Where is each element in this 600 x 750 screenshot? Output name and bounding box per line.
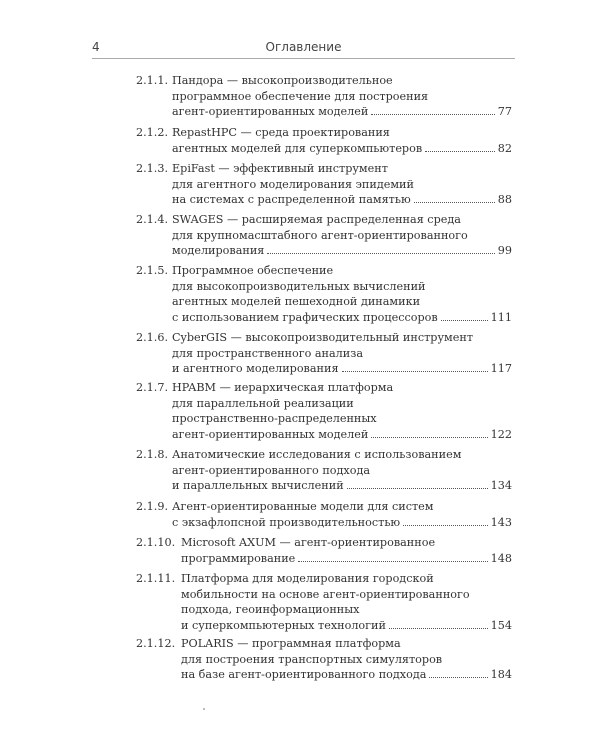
toc-entry-line-text: и суперкомпьютерных технологий: [181, 618, 386, 632]
toc-entry-page: 143: [490, 515, 512, 529]
toc-entry-line-text: агентных моделей для суперкомпьютеров: [172, 141, 423, 155]
toc-entry-page: 82: [497, 141, 512, 155]
toc-entry-line: SWAGES — расширяемая распределенная среда: [172, 213, 461, 226]
toc-entry-page: 99: [497, 244, 512, 258]
toc-entry-line-text: моделирования: [172, 244, 265, 258]
toc-entry-line: для параллельной реализации: [172, 396, 354, 410]
toc-entry-line: [172, 478, 512, 494]
toc-entry-line: программное обеспечение для построения: [172, 89, 429, 103]
toc-entry-line-text: и параллельных вычислений: [172, 479, 344, 493]
running-header: [92, 38, 515, 59]
toc-entry-page: 148: [490, 551, 512, 565]
toc-entry-line: [172, 361, 512, 377]
toc-entry-page: 88: [497, 193, 512, 207]
dot-leader: [429, 677, 487, 678]
toc-entry[interactable]: [136, 73, 512, 120]
dot-leader: [371, 114, 494, 115]
toc-entry-line: Программное обеспечение: [172, 264, 334, 277]
toc-entry-line: Анатомические исследования с использованием: [172, 448, 462, 461]
toc-entry[interactable]: [136, 161, 512, 208]
toc-entry-line-text: и агентного моделирования: [172, 362, 339, 376]
toc-entry[interactable]: [136, 636, 512, 683]
toc-entry-page: 111: [490, 310, 512, 324]
toc-entry-line: подхода, геоинформационных: [181, 603, 360, 617]
dot-leader: [298, 561, 487, 562]
toc-entry-number: 2.1.2.: [136, 126, 169, 139]
toc-entry-line-text: на базе агент-ориентированного подхода: [181, 668, 427, 682]
dot-leader: [371, 437, 487, 438]
toc-entry-number: 2.1.8.: [136, 448, 169, 461]
page-number: 4: [92, 40, 100, 54]
toc-entry[interactable]: [136, 499, 512, 530]
toc-entry-line: Платформа для моделирования городской: [181, 572, 434, 585]
dot-leader: [414, 202, 495, 203]
toc-entry-line: мобильности на основе агент-ориентированного: [181, 587, 470, 601]
toc-entry-line-text: с использованием графических процессоров: [172, 310, 438, 324]
toc-entry[interactable]: [136, 380, 512, 442]
toc-entry-page: 154: [490, 618, 512, 632]
toc-entry-line: пространственно-распределенных: [172, 412, 377, 426]
toc-entry-line: для построения транспортных симуляторов: [181, 652, 443, 666]
dot-leader: [347, 488, 488, 489]
toc-entry-line: для крупномасштабного агент-ориентированного: [172, 228, 468, 242]
toc-entry-number: 2.1.4.: [136, 213, 169, 226]
toc-entry-line: [181, 667, 512, 683]
toc-entry-line: агент-ориентированного подхода: [172, 463, 371, 477]
toc-entry-line: Агент-ориентированные модели для систем: [172, 500, 434, 513]
toc-entry-line-text: на системах с распределенной памятью: [172, 193, 411, 207]
toc-entry-line: POLARIS — программная платформа: [181, 637, 401, 650]
toc-entry-number: 2.1.6.: [136, 331, 169, 344]
toc-entry-line: [172, 515, 512, 531]
toc-entry[interactable]: [136, 571, 512, 633]
dot-leader: [403, 525, 487, 526]
toc-entry-line: HPABM — иерархическая платформа: [172, 381, 394, 394]
toc-entry-number: 2.1.7.: [136, 381, 169, 394]
toc-entry-number: 2.1.9.: [136, 500, 169, 513]
dot-leader: [425, 151, 495, 152]
toc-entry-page: 134: [490, 479, 512, 493]
toc-entry-line: для пространственного анализа: [172, 346, 364, 360]
toc-entry[interactable]: [136, 263, 512, 325]
toc-entry-number: 2.1.1.: [136, 74, 169, 87]
toc-entry[interactable]: [136, 125, 512, 156]
toc-entry[interactable]: [136, 212, 512, 259]
toc-entry-line: CyberGIS — высокопроизводительный инструмент: [172, 331, 474, 344]
toc-entry-line: [172, 192, 512, 208]
toc-entry-line: [181, 551, 512, 567]
dot-leader: [389, 628, 488, 629]
toc-entry-line: [172, 141, 512, 157]
dot-leader: [342, 371, 488, 372]
toc-entry-number: 2.1.11.: [136, 572, 176, 585]
toc-entry-page: 117: [490, 362, 512, 376]
toc-entry-line: RepastHPC — среда проектирования: [172, 126, 390, 139]
toc-entry-line: EpiFast — эффективный инструмент: [172, 162, 388, 175]
toc-entry[interactable]: [136, 535, 512, 566]
toc-entry-line: [172, 104, 512, 120]
toc-entry-page: 77: [497, 105, 512, 119]
toc-entry-line: для высокопроизводительных вычислений: [172, 279, 426, 293]
toc-entry-line: Пандора — высокопроизводительное: [172, 74, 393, 87]
header-title: Оглавление: [265, 40, 342, 54]
toc-entry-number: 2.1.12.: [136, 637, 176, 650]
toc-entry-page: 184: [490, 668, 512, 682]
toc-entry[interactable]: [136, 447, 512, 494]
toc-entry-line: [172, 427, 512, 443]
toc-entry-number: 2.1.5.: [136, 264, 169, 277]
toc-entry-line: [172, 310, 512, 326]
toc-entry-line: [181, 618, 512, 634]
toc-entry-line: агентных моделей пешеходной динамики: [172, 295, 421, 309]
scan-speck: [203, 708, 205, 710]
toc-entry-line: Microsoft AXUM — агент-ориентированное: [181, 536, 436, 549]
dot-leader: [441, 320, 488, 321]
toc-entry-line-text: агент-ориентированных моделей: [172, 427, 369, 441]
toc-entry-line-text: программирование: [181, 551, 296, 565]
toc-entry-number: 2.1.10.: [136, 536, 176, 549]
toc-entry-page: 122: [490, 427, 512, 441]
toc-entry-line-text: с экзафлопсной производительностью: [172, 515, 401, 529]
toc-entry[interactable]: [136, 330, 512, 377]
toc-entry-number: 2.1.3.: [136, 162, 169, 175]
toc-entry-line: для агентного моделирования эпидемий: [172, 177, 414, 191]
dot-leader: [267, 253, 494, 254]
toc-entry-line-text: агент-ориентированных моделей: [172, 105, 369, 119]
toc-entry-line: [172, 243, 512, 259]
